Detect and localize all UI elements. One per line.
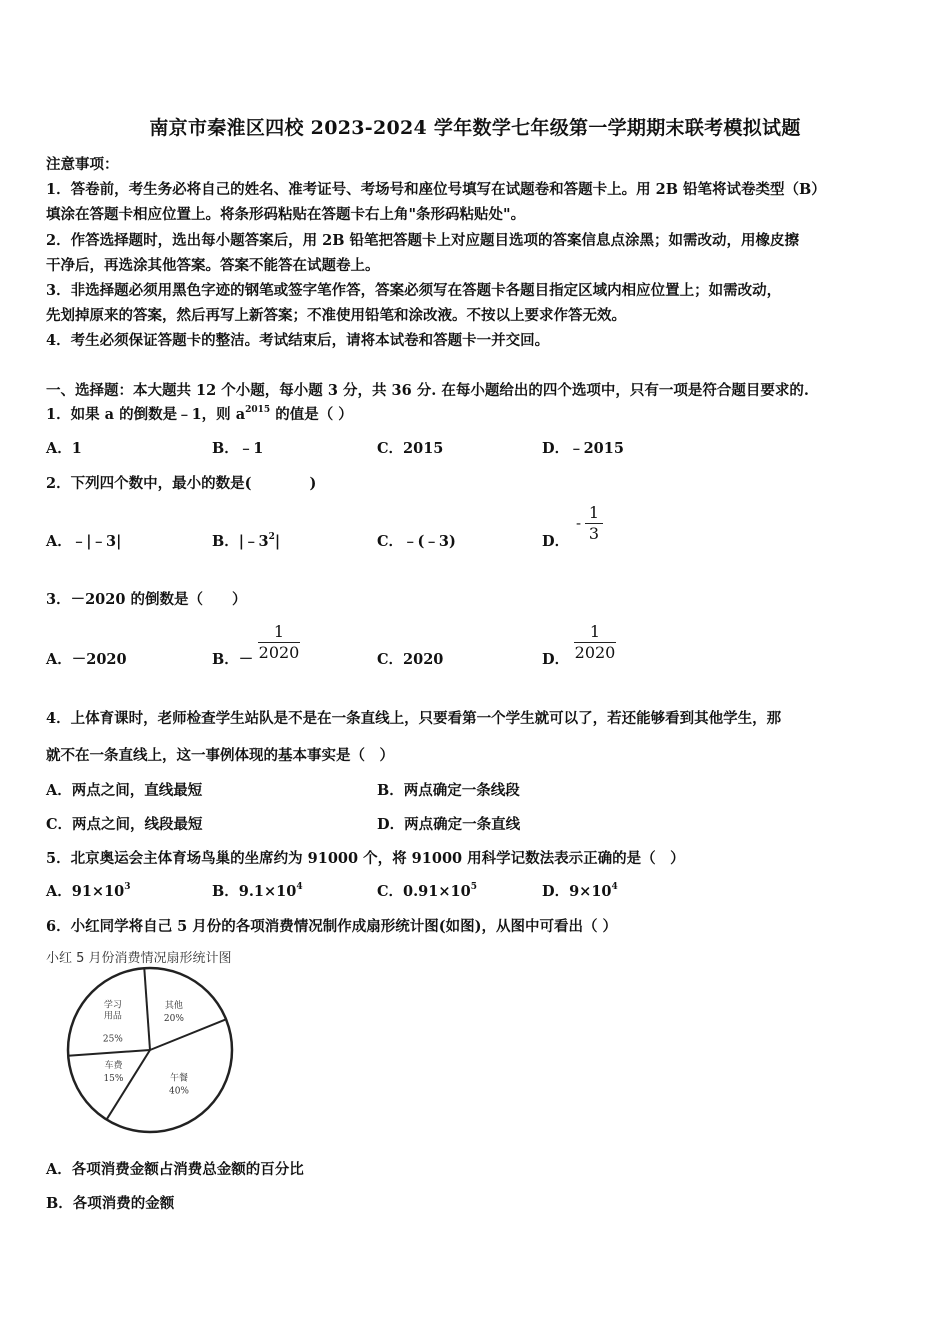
q6-option-b[interactable]: B．各项消费的金额 [46,1195,175,1212]
q5-option-a[interactable]: A．$91\times 10^3$ [46,882,131,900]
q3-d-numerator: 1 [574,622,616,643]
q2-option-d[interactable]: D． [542,533,570,550]
page-title: 南京市秦淮区四校 2023-2024 学年数学七年级第一学期期末联考模拟试题 [149,117,801,139]
question-3-stem: 3．－2020 的倒数是（ ） [46,591,247,608]
q2-option-a[interactable]: A．﹣|﹣3| [46,533,122,550]
question-6-stem: 6．小红同学将自己 5 月份的各项消费情况制作成扇形统计图(如图)，从图中可看出（ ） [46,918,618,935]
q1-option-a[interactable]: A．1 [46,440,82,457]
notice-line: 干净后，再选涂其他答案。答案不能答在试题卷上。 [46,257,380,274]
q4-option-b[interactable]: B．两点确定一条线段 [377,782,520,799]
question-1-stem: 1．如果 a 的倒数是﹣1，则 $a^{2015}$ 的值是（ ） [46,405,353,423]
pie-slice-label: 车费 [104,1060,123,1071]
pie-slice-value: 40% [168,1086,189,1097]
q3-b-fraction [258,622,300,663]
q3-option-b[interactable]: B．－ [212,651,254,668]
pie-slice-label: 其他 [164,1000,183,1011]
q4-option-d[interactable]: D．两点确定一条直线 [377,816,521,833]
pie-slice-value: 15% [103,1073,124,1084]
q1-option-b[interactable]: B．﹣1 [212,440,264,457]
notice-heading: 注意事项： [46,156,119,173]
pie-slice-boundary [68,1050,150,1056]
notice-line: 2．作答选择题时，选出每小题答案后，用 2B 铅笔把答题卡上对应题目选项的答案信息点涂黑；如需改动，用橡皮擦 [46,232,800,249]
q1-option-d[interactable]: D．﹣2015 [542,440,624,457]
q3-d-denominator: 2020 [574,643,616,662]
q3-d-fraction [574,622,616,663]
question-4-stem-cont: 就不在一条直线上，这一事例体现的基本事实是（ ） [46,747,394,764]
q5-option-c[interactable]: C．$0.91\times 10^5$ [377,882,477,900]
q2-d-minus-sign: - [576,514,582,532]
q3-option-c[interactable]: C．2020 [377,651,444,668]
q3-option-a[interactable]: A．－2020 [46,651,127,668]
pie-slice-label: 午餐 [169,1073,188,1084]
question-2-stem: 2．下列四个数中，最小的数是( ) [46,475,317,492]
section-heading: 一、选择题：本大题共 12 个小题，每小题 3 分，共 36 分. 在每小题给出的四个选项中，只有一项是符合题目要求的. [46,382,809,399]
pie-slice-boundary [150,1019,226,1050]
q3-option-d[interactable]: D． [542,651,570,668]
pie-slice-label: 学习用品 [103,1000,122,1022]
q4-option-a[interactable]: A．两点之间，直线最短 [46,782,203,799]
question-4-stem: 4．上体育课时，老师检查学生站队是不是在一条直线上，只要看第一个学生就可以了，若还能够看到其他学生，那 [46,710,782,727]
q3-b-denominator: 2020 [258,643,300,662]
notice-line: 1．答卷前，考生务必将自己的姓名、准考证号、考场号和座位号填写在试题卷和答题卡上。用 2B 铅笔将试卷类型（B） [46,181,826,198]
notice-line: 填涂在答题卡相应位置上。将条形码粘贴在答题卡右上角"条形码粘贴处"。 [46,206,526,223]
q1-option-c[interactable]: C．2015 [377,440,444,457]
notice-line: 4．考生必须保证答题卡的整洁。考试结束后，请将本试卷和答题卡一并交回。 [46,332,550,349]
q5-option-b[interactable]: B．$9.1\times 10^4$ [212,882,303,900]
q5-option-d[interactable]: D．$9\times 10^4$ [542,882,618,900]
q3-b-numerator: 1 [258,622,300,643]
pie-slice-value: 25% [102,1034,123,1045]
notice-line: 先划掉原来的答案，然后再写上新答案；不准使用铅笔和涂改液。不按以上要求作答无效。 [46,307,626,324]
pie-chart [60,965,240,1145]
pie-slice-boundary [144,968,150,1050]
q2-option-b[interactable]: B．$|﹣3^2|$ [212,532,281,550]
q2-d-fraction [585,503,603,544]
notice-line: 3．非选择题必须用黑色字迹的钢笔或签字笔作答，答案必须写在答题卡各题目指定区域内相应位置上；如需改动， [46,282,782,299]
q2-option-c[interactable]: C．﹣(﹣3) [377,533,456,550]
q4-option-c[interactable]: C．两点之间，线段最短 [46,816,203,833]
pie-chart-title: 小红 5 月份消费情况扇形统计图 [46,951,232,966]
question-5-stem: 5．北京奥运会主体育场鸟巢的坐席约为 91000 个，将 91000 用科学记数法表示正确的是（ ） [46,850,685,867]
q2-d-denominator: 3 [588,524,600,543]
pie-slice-value: 20% [163,1013,184,1024]
q2-d-numerator: 1 [585,503,603,524]
q6-option-a[interactable]: A．各项消费金额占消费总金额的百分比 [46,1161,304,1178]
